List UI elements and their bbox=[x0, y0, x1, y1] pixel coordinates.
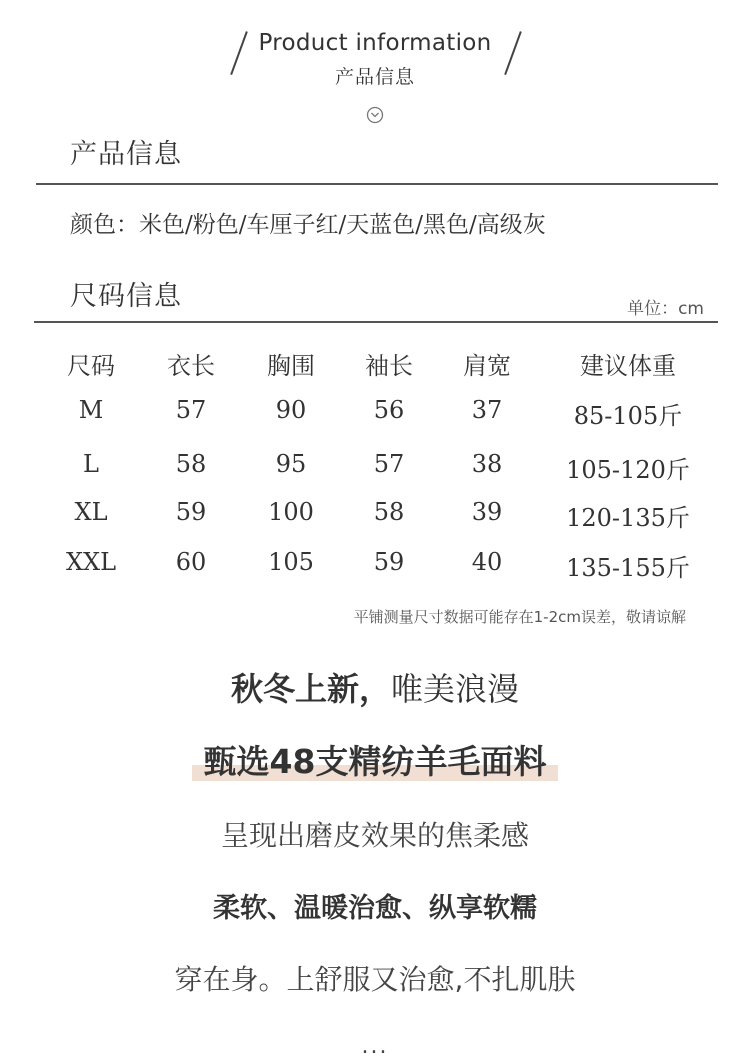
size-table-cell: 90 bbox=[275, 396, 307, 424]
size-table-header: 衣长 bbox=[167, 352, 215, 380]
size-table-cell: 95 bbox=[275, 450, 307, 478]
product-info-title: 产品信息 bbox=[70, 139, 182, 170]
header-title-cn: 产品信息 bbox=[334, 66, 415, 88]
marketing-fabric-line bbox=[194, 736, 557, 783]
size-info-divider bbox=[34, 321, 718, 323]
size-table-cell: XXL bbox=[65, 548, 117, 576]
size-table-cell: 37 bbox=[471, 396, 503, 424]
size-table-cell: 60 bbox=[175, 548, 207, 576]
marketing-fabric-text: 甄选48支精纺羊毛面料 bbox=[203, 742, 547, 781]
size-table-cell: 59 bbox=[175, 498, 207, 526]
size-table-cell: 105-120斤 bbox=[566, 456, 690, 484]
size-table-cell: 57 bbox=[373, 450, 405, 478]
size-table-header: 胸围 bbox=[267, 352, 315, 380]
size-table-cell: 59 bbox=[373, 548, 405, 576]
size-table-cell: 100 bbox=[268, 498, 314, 526]
size-table-cell: 58 bbox=[373, 498, 405, 526]
size-table-cell: L bbox=[83, 450, 99, 478]
marketing-ellipsis: ... bbox=[361, 1034, 389, 1059]
size-table-cell: 56 bbox=[373, 396, 405, 424]
marketing-line-5: 穿在身。上舒服又治愈,不扎肌肤 bbox=[174, 963, 576, 996]
size-table-header: 尺码 bbox=[67, 352, 115, 380]
product-info-divider bbox=[36, 183, 718, 185]
size-table-cell: 39 bbox=[471, 498, 503, 526]
size-table-cell: 105 bbox=[268, 548, 314, 576]
size-table-header: 建议体重 bbox=[580, 352, 676, 380]
size-table-cell: 57 bbox=[175, 396, 207, 424]
marketing-headline-bold: 秋冬上新， bbox=[230, 670, 391, 708]
size-table-cell: 135-155斤 bbox=[566, 554, 690, 582]
marketing-headline bbox=[0, 664, 750, 710]
header-title-en: Product information bbox=[258, 30, 492, 56]
size-table-cell: 58 bbox=[175, 450, 207, 478]
marketing-fabric-line-wrap bbox=[0, 736, 750, 783]
size-info-title: 尺码信息 bbox=[70, 281, 182, 312]
size-table-header: 肩宽 bbox=[463, 352, 511, 380]
unit-label: 单位：cm bbox=[627, 299, 704, 319]
marketing-line-4: 柔软、温暖治愈、纵享软糯 bbox=[213, 893, 537, 924]
marketing-line-3: 呈现出磨皮效果的焦柔感 bbox=[220, 819, 529, 852]
size-table-header: 袖长 bbox=[365, 352, 413, 380]
chevron-down-circle-icon bbox=[366, 106, 384, 124]
size-table-cell: 40 bbox=[471, 548, 503, 576]
size-table-cell: 85-105斤 bbox=[573, 402, 683, 430]
size-table-cell: 38 bbox=[471, 450, 503, 478]
measurement-note: 平铺测量尺寸数据可能存在1-2cm误差，敬请谅解 bbox=[353, 608, 686, 626]
marketing-headline-rest: 唯美浪漫 bbox=[391, 670, 520, 708]
size-table-cell: 120-135斤 bbox=[566, 504, 690, 532]
size-table-cell: XL bbox=[74, 498, 108, 526]
color-options-text: 颜色：米色/粉色/车厘子红/天蓝色/黑色/高级灰 bbox=[70, 212, 546, 238]
size-table-cell: M bbox=[78, 396, 104, 424]
